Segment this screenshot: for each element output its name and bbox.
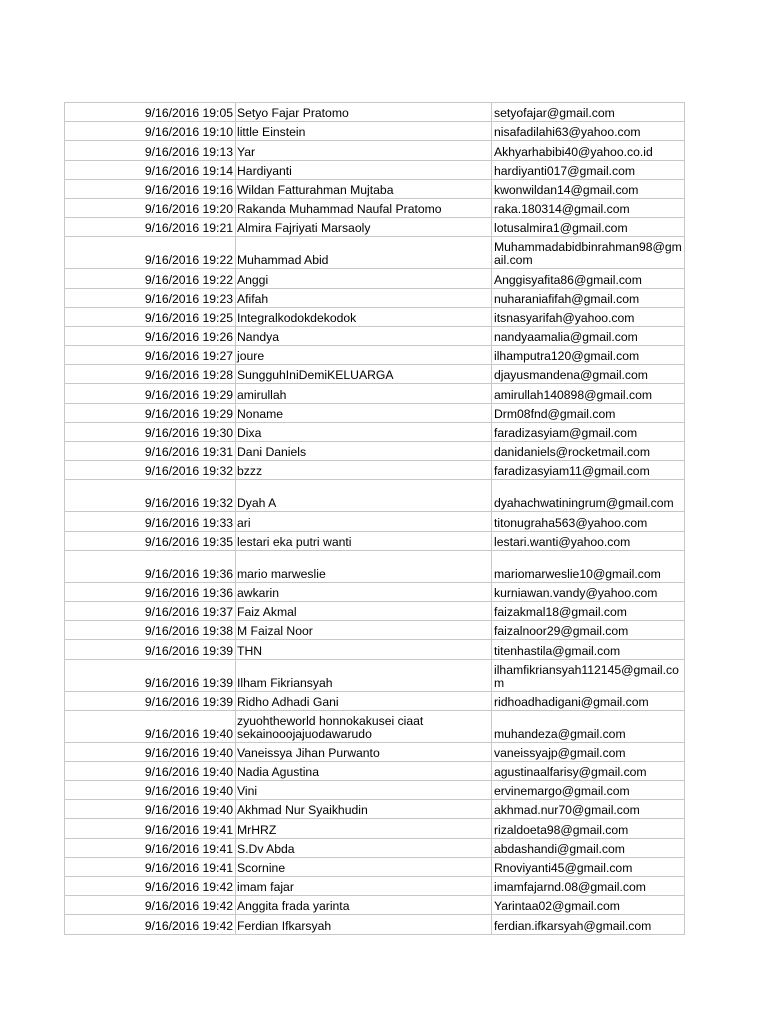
- name-cell: lestari eka putri wanti: [236, 531, 492, 550]
- table-row: [65, 621, 685, 640]
- email-cell: amirullah140898@gmail.com: [492, 384, 685, 403]
- table-row: [65, 857, 685, 876]
- email-cell: nisafadilahi63@yahoo.com: [492, 122, 685, 141]
- timestamp-cell: 9/16/2016 19:22: [65, 237, 236, 269]
- timestamp-cell: 9/16/2016 19:40: [65, 800, 236, 819]
- table-row: [65, 103, 685, 122]
- name-cell: Nadia Agustina: [236, 761, 492, 780]
- timestamp-cell: 9/16/2016 19:41: [65, 857, 236, 876]
- name-cell: THN: [236, 640, 492, 659]
- email-cell: Muhammadabidbinrahman98@gmail.com: [492, 237, 685, 269]
- name-cell: Ridho Adhadi Gani: [236, 691, 492, 710]
- table-row: [65, 480, 685, 512]
- table-row: [65, 346, 685, 365]
- email-cell: nuharaniafifah@gmail.com: [492, 288, 685, 307]
- table-row: [65, 422, 685, 441]
- name-cell: joure: [236, 346, 492, 365]
- name-cell: awkarin: [236, 582, 492, 601]
- timestamp-cell: 9/16/2016 19:39: [65, 659, 236, 691]
- email-cell: Rnoviyanti45@gmail.com: [492, 857, 685, 876]
- table-row: [65, 179, 685, 198]
- table-row: [65, 781, 685, 800]
- name-cell: Wildan Fatturahman Mujtaba: [236, 179, 492, 198]
- table-row: [65, 160, 685, 179]
- name-cell: Dani Daniels: [236, 442, 492, 461]
- email-cell: djayusmandena@gmail.com: [492, 365, 685, 384]
- timestamp-cell: 9/16/2016 19:38: [65, 621, 236, 640]
- email-cell: ferdian.ifkarsyah@gmail.com: [492, 915, 685, 934]
- name-cell: Ilham Fikriansyah: [236, 659, 492, 691]
- timestamp-cell: 9/16/2016 19:42: [65, 877, 236, 896]
- table-row: [65, 761, 685, 780]
- table-row: [65, 640, 685, 659]
- name-cell: mario marweslie: [236, 550, 492, 582]
- spreadsheet-body: [65, 103, 685, 935]
- email-cell: Akhyarhabibi40@yahoo.co.id: [492, 141, 685, 160]
- table-row: [65, 141, 685, 160]
- table-row: [65, 218, 685, 237]
- name-cell: Almira Fajriyati Marsaoly: [236, 218, 492, 237]
- name-cell: Dixa: [236, 422, 492, 441]
- email-cell: Anggisyafita86@gmail.com: [492, 269, 685, 288]
- email-cell: faizalnoor29@gmail.com: [492, 621, 685, 640]
- name-cell: amirullah: [236, 384, 492, 403]
- table-row: [65, 307, 685, 326]
- timestamp-cell: 9/16/2016 19:14: [65, 160, 236, 179]
- timestamp-cell: 9/16/2016 19:33: [65, 512, 236, 531]
- name-cell: Integralkodokdekodok: [236, 307, 492, 326]
- timestamp-cell: 9/16/2016 19:29: [65, 403, 236, 422]
- table-row: [65, 512, 685, 531]
- name-cell: Faiz Akmal: [236, 601, 492, 620]
- table-row: [65, 384, 685, 403]
- timestamp-cell: 9/16/2016 19:42: [65, 915, 236, 934]
- table-row: [65, 461, 685, 480]
- email-cell: agustinaalfarisy@gmail.com: [492, 761, 685, 780]
- name-cell: Hardiyanti: [236, 160, 492, 179]
- timestamp-cell: 9/16/2016 19:13: [65, 141, 236, 160]
- table-row: [65, 198, 685, 217]
- name-cell: Dyah A: [236, 480, 492, 512]
- timestamp-cell: 9/16/2016 19:37: [65, 601, 236, 620]
- email-cell: itsnasyarifah@yahoo.com: [492, 307, 685, 326]
- name-cell: Anggita frada yarinta: [236, 896, 492, 915]
- email-cell: vaneissyajp@gmail.com: [492, 742, 685, 761]
- table-row: [65, 550, 685, 582]
- email-cell: Drm08fnd@gmail.com: [492, 403, 685, 422]
- table-row: [65, 326, 685, 345]
- timestamp-cell: 9/16/2016 19:32: [65, 461, 236, 480]
- timestamp-cell: 9/16/2016 19:21: [65, 218, 236, 237]
- timestamp-cell: 9/16/2016 19:26: [65, 326, 236, 345]
- timestamp-cell: 9/16/2016 19:16: [65, 179, 236, 198]
- email-cell: faradizasyiam@gmail.com: [492, 422, 685, 441]
- email-cell: faizakmal18@gmail.com: [492, 601, 685, 620]
- timestamp-cell: 9/16/2016 19:41: [65, 838, 236, 857]
- name-cell: Vini: [236, 781, 492, 800]
- table-row: [65, 915, 685, 934]
- name-cell: MrHRZ: [236, 819, 492, 838]
- name-cell: Ferdian Ifkarsyah: [236, 915, 492, 934]
- timestamp-cell: 9/16/2016 19:22: [65, 269, 236, 288]
- name-cell: S.Dv Abda: [236, 838, 492, 857]
- table-row: [65, 269, 685, 288]
- table-row: [65, 365, 685, 384]
- timestamp-cell: 9/16/2016 19:40: [65, 710, 236, 742]
- name-cell: imam fajar: [236, 877, 492, 896]
- table-row: [65, 800, 685, 819]
- table-row: [65, 237, 685, 269]
- email-cell: ilhamfikriansyah112145@gmail.com: [492, 659, 685, 691]
- name-cell: Setyo Fajar Pratomo: [236, 103, 492, 122]
- name-cell: Akhmad Nur Syaikhudin: [236, 800, 492, 819]
- table-row: [65, 742, 685, 761]
- timestamp-cell: 9/16/2016 19:25: [65, 307, 236, 326]
- timestamp-cell: 9/16/2016 19:29: [65, 384, 236, 403]
- name-cell: little Einstein: [236, 122, 492, 141]
- email-cell: abdashandi@gmail.com: [492, 838, 685, 857]
- spreadsheet-table: [64, 102, 685, 935]
- email-cell: muhandeza@gmail.com: [492, 710, 685, 742]
- timestamp-cell: 9/16/2016 19:31: [65, 442, 236, 461]
- email-cell: danidaniels@rocketmail.com: [492, 442, 685, 461]
- email-cell: raka.180314@gmail.com: [492, 198, 685, 217]
- name-cell: Afifah: [236, 288, 492, 307]
- name-cell: Vaneissya Jihan Purwanto: [236, 742, 492, 761]
- table-row: [65, 601, 685, 620]
- name-cell: Rakanda Muhammad Naufal Pratomo: [236, 198, 492, 217]
- email-cell: Yarintaa02@gmail.com: [492, 896, 685, 915]
- timestamp-cell: 9/16/2016 19:42: [65, 896, 236, 915]
- name-cell: Anggi: [236, 269, 492, 288]
- email-cell: akhmad.nur70@gmail.com: [492, 800, 685, 819]
- timestamp-cell: 9/16/2016 19:27: [65, 346, 236, 365]
- table-row: [65, 819, 685, 838]
- timestamp-cell: 9/16/2016 19:40: [65, 742, 236, 761]
- email-cell: dyahachwatiningrum@gmail.com: [492, 480, 685, 512]
- email-cell: ervinemargo@gmail.com: [492, 781, 685, 800]
- name-cell: Yar: [236, 141, 492, 160]
- timestamp-cell: 9/16/2016 19:28: [65, 365, 236, 384]
- table-row: [65, 531, 685, 550]
- email-cell: lestari.wanti@yahoo.com: [492, 531, 685, 550]
- email-cell: titenhastila@gmail.com: [492, 640, 685, 659]
- name-cell: M Faizal Noor: [236, 621, 492, 640]
- timestamp-cell: 9/16/2016 19:41: [65, 819, 236, 838]
- email-cell: imamfajarnd.08@gmail.com: [492, 877, 685, 896]
- timestamp-cell: 9/16/2016 19:39: [65, 691, 236, 710]
- timestamp-cell: 9/16/2016 19:39: [65, 640, 236, 659]
- timestamp-cell: 9/16/2016 19:35: [65, 531, 236, 550]
- timestamp-cell: 9/16/2016 19:36: [65, 582, 236, 601]
- timestamp-cell: 9/16/2016 19:10: [65, 122, 236, 141]
- email-cell: nandyaamalia@gmail.com: [492, 326, 685, 345]
- table-row: [65, 691, 685, 710]
- table-row: [65, 582, 685, 601]
- table-row: [65, 442, 685, 461]
- email-cell: ridhoadhadigani@gmail.com: [492, 691, 685, 710]
- timestamp-cell: 9/16/2016 19:32: [65, 480, 236, 512]
- email-cell: kwonwildan14@gmail.com: [492, 179, 685, 198]
- email-cell: lotusalmira1@gmail.com: [492, 218, 685, 237]
- table-row: [65, 403, 685, 422]
- name-cell: Noname: [236, 403, 492, 422]
- email-cell: setyofajar@gmail.com: [492, 103, 685, 122]
- timestamp-cell: 9/16/2016 19:36: [65, 550, 236, 582]
- name-cell: Muhammad Abid: [236, 237, 492, 269]
- table-row: [65, 710, 685, 742]
- timestamp-cell: 9/16/2016 19:30: [65, 422, 236, 441]
- email-cell: rizaldoeta98@gmail.com: [492, 819, 685, 838]
- table-row: [65, 659, 685, 691]
- table-row: [65, 838, 685, 857]
- table-row: [65, 896, 685, 915]
- email-cell: ilhamputra120@gmail.com: [492, 346, 685, 365]
- name-cell: ari: [236, 512, 492, 531]
- table-row: [65, 877, 685, 896]
- email-cell: kurniawan.vandy@yahoo.com: [492, 582, 685, 601]
- timestamp-cell: 9/16/2016 19:40: [65, 761, 236, 780]
- name-cell: Scornine: [236, 857, 492, 876]
- name-cell: SungguhIniDemiKELUARGA: [236, 365, 492, 384]
- timestamp-cell: 9/16/2016 19:23: [65, 288, 236, 307]
- table-row: [65, 288, 685, 307]
- email-cell: hardiyanti017@gmail.com: [492, 160, 685, 179]
- email-cell: mariomarweslie10@gmail.com: [492, 550, 685, 582]
- name-cell: Nandya: [236, 326, 492, 345]
- name-cell: zyuohtheworld honnokakusei ciaat sekainooojajuodawarudo: [236, 710, 492, 742]
- table-row: [65, 122, 685, 141]
- timestamp-cell: 9/16/2016 19:05: [65, 103, 236, 122]
- timestamp-cell: 9/16/2016 19:40: [65, 781, 236, 800]
- timestamp-cell: 9/16/2016 19:20: [65, 198, 236, 217]
- email-cell: titonugraha563@yahoo.com: [492, 512, 685, 531]
- email-cell: faradizasyiam11@gmail.com: [492, 461, 685, 480]
- name-cell: bzzz: [236, 461, 492, 480]
